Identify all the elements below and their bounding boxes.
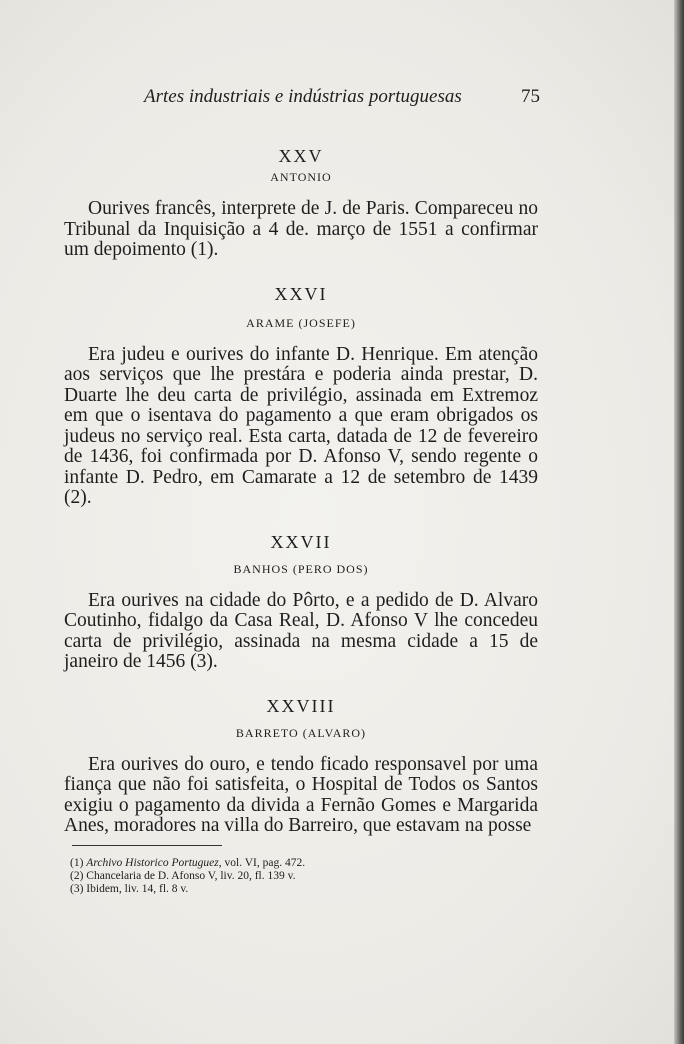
entry-name: BARRETO (ALVARO) — [235, 725, 367, 740]
footnote-text: Ibidem, liv. 14, fl. 8 v. — [86, 883, 189, 895]
entry-xxviii — [64, 695, 538, 837]
page-number: 75 — [521, 86, 540, 107]
entry-xxvi — [64, 283, 538, 509]
entry-name: ARAME (JOSEFE) — [246, 315, 356, 330]
footnote-3 — [70, 883, 540, 896]
footnote-marker: (3) — [70, 883, 84, 895]
entry-text: Ourives francês, interprete de J. de Paris. Compareceu no Tribunal da Inquisição a 4 de. março de 1551 a confirmar um depoimento (1). — [64, 198, 538, 260]
footnote-title: Archivo Historico Portuguez — [86, 857, 219, 869]
entry-xxv — [64, 145, 538, 261]
entry-text: Era judeu e ourives do infante D. Henrique. Em atenção aos serviços que lhe prestára e poderia ainda prestar, D. Duarte lhe deu carta de privilégio, assinada em Extremoz em que o isentava do pagamento a que eram obrigados os judeus no serviço real. Esta carta, datada de 12 de fevereiro de 1436, foi confirmada por D. Afonso V, sendo regente o infante D. Pedro, em Camarate a 12 de setembro de 1439 (2). — [64, 343, 538, 508]
footnote-marker: (2) — [70, 870, 84, 882]
entry-text: Era ourives na cidade do Pôrto, e a pedido de D. Alvaro Coutinho, fidalgo da Casa Real, D. Afonso V lhe concedeu carta de privilégio, assinada na mesma cidade a 15 de janeiro de 1456 (3). — [64, 589, 538, 672]
page-header — [64, 86, 540, 112]
entry-xxvii — [64, 531, 538, 673]
entry-number: XXVIII — [266, 695, 336, 716]
footnote-text: , vol. VI, pag. 472. — [218, 857, 306, 869]
footnotes — [70, 845, 540, 896]
main-text — [64, 145, 538, 837]
entry-number: XXVII — [270, 531, 332, 552]
running-title: Artes industriais e indústrias portuguesas — [144, 86, 462, 107]
footnote-1 — [70, 857, 540, 870]
page-edge-shadow — [674, 0, 684, 1044]
footnote-rule — [72, 845, 222, 846]
entry-number: XXV — [278, 146, 324, 166]
entry-name: BANHOS (PERO DOS) — [233, 561, 369, 576]
footnote-marker: (1) — [70, 857, 84, 869]
footnote-2 — [70, 870, 540, 883]
entry-text: Era ourives do ouro, e tendo ficado responsavel por uma fiança que não foi satisfeita, o Hospital de Todos os Santos exigiu o pagamento da divida a Fernão Gomes e Margarida Anes, moradores na villa do Barreiro, que estavam na posse — [64, 753, 538, 836]
entry-name: ANTONIO — [270, 170, 332, 184]
entry-number: XXVI — [274, 283, 328, 304]
footnote-text: Chancelaria de D. Afonso V, liv. 20, fl. 139 v. — [86, 870, 296, 882]
